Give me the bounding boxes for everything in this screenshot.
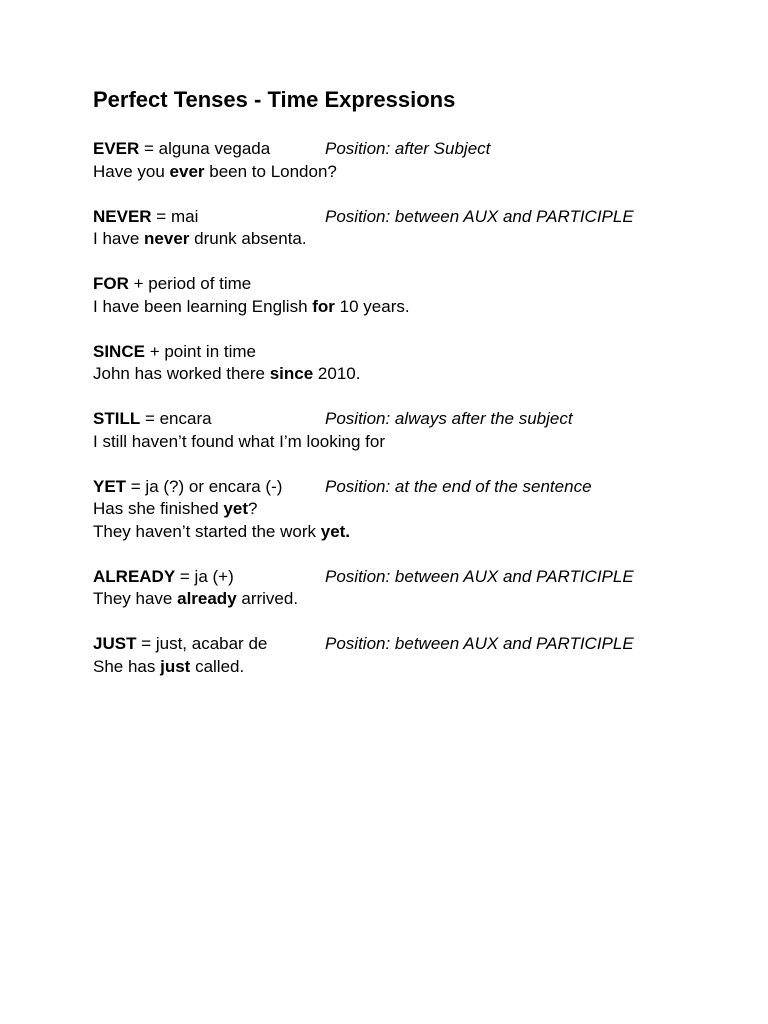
definition: + period of time — [128, 274, 252, 293]
keyword: since — [269, 364, 314, 383]
example-sentence: I have been learning English for 10 years. — [93, 296, 410, 316]
entry-head — [93, 341, 733, 364]
example-sentence: I still haven’t found what I’m looking for — [93, 431, 385, 451]
entry-head — [93, 566, 733, 589]
entry-since — [93, 341, 733, 386]
definition: = encara — [140, 409, 212, 428]
entry-head — [93, 476, 733, 499]
example-sentence: I have never drunk absenta. — [93, 229, 307, 248]
keyword: just — [160, 656, 191, 676]
entry-head — [93, 206, 733, 229]
definition: = ja (+) — [175, 566, 234, 586]
term: JUST — [93, 634, 137, 653]
term: SINCE — [93, 341, 145, 361]
entry-yet — [93, 476, 733, 544]
definition: = ja (?) or encara (-) — [126, 476, 283, 496]
keyword: ever — [169, 161, 205, 181]
example-sentence: John has worked there since 2010. — [93, 364, 361, 383]
example-sentence: Has she finished yet? — [93, 499, 258, 518]
position-note: Position: at the end of the sentence — [325, 476, 592, 496]
position-note: Position: always after the subject — [325, 409, 573, 428]
position-note: Position: between AUX and PARTICIPLE — [325, 634, 634, 653]
term: YET — [93, 476, 127, 496]
entry-still — [93, 408, 733, 453]
entry-never — [93, 206, 733, 251]
position-note: Position: between AUX and PARTICIPLE — [325, 206, 634, 226]
entry-head — [93, 633, 733, 656]
term: NEVER — [93, 206, 152, 226]
definition: = mai — [151, 206, 199, 226]
page-title: Perfect Tenses - Time Expressions — [93, 87, 456, 112]
keyword: already — [177, 589, 237, 608]
entry-ever — [93, 138, 733, 183]
entry-for — [93, 273, 733, 318]
example-sentence: They haven’t started the work yet. — [93, 521, 351, 541]
term: ALREADY — [93, 566, 176, 586]
entry-head — [93, 138, 733, 161]
keyword: yet. — [320, 521, 351, 541]
entry-just — [93, 633, 733, 678]
definition: = just, acabar de — [136, 634, 268, 653]
example-sentence: She has just called. — [93, 656, 245, 676]
entry-head — [93, 408, 733, 431]
keyword: never — [144, 229, 190, 248]
term: EVER — [93, 139, 140, 158]
definition: + point in time — [144, 341, 256, 361]
entry-head — [93, 273, 733, 296]
term: FOR — [93, 274, 129, 293]
keyword: for — [312, 296, 335, 316]
document-page — [93, 86, 733, 678]
term: STILL — [93, 409, 141, 428]
position-note: Position: after Subject — [325, 139, 491, 158]
example-sentence: They have already arrived. — [93, 589, 299, 608]
entry-already — [93, 566, 733, 611]
keyword: yet — [223, 499, 248, 518]
example-sentence: Have you ever been to London? — [93, 161, 337, 181]
definition: = alguna vegada — [139, 139, 271, 158]
position-note: Position: between AUX and PARTICIPLE — [325, 566, 634, 586]
